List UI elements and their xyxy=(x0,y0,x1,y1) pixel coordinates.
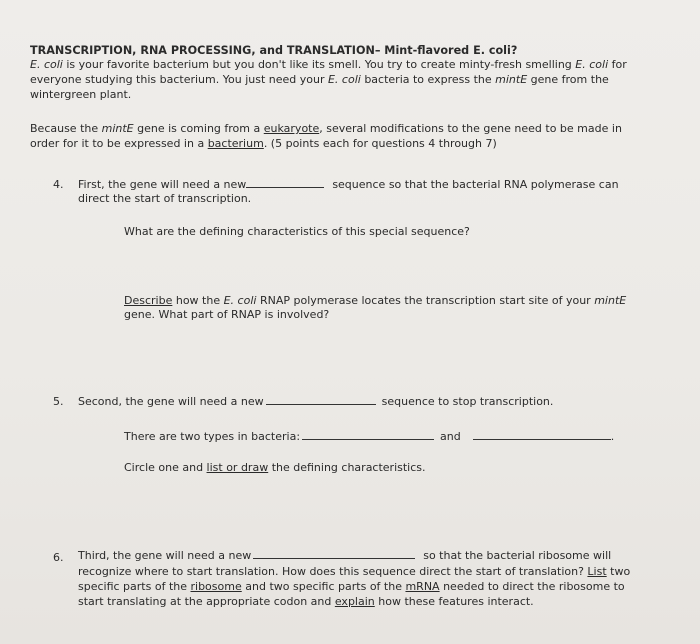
q4-line-1: First, the gene will need a new sequence so that the bacterial RNA polymerase can xyxy=(78,178,619,191)
q5-blank[interactable] xyxy=(266,395,376,405)
q4-sub-question-2-line-1: Describe how the E. coli RNAP polymerase locates the transcription start site of your mintE xyxy=(124,294,627,307)
q4-sub-question-2-line-2: gene. What part of RNAP is involved? xyxy=(124,308,330,321)
q6-blank[interactable] xyxy=(253,549,415,559)
q6-line-2: recognize where to start translation. How does this sequence direct the start of translation? List two xyxy=(78,565,631,578)
q5-circle-line: Circle one and list or draw the defining characteristics. xyxy=(124,461,426,474)
intro-line-1: E. coli is your favorite bacterium but you don't like its smell. You try to create minty-fresh smelling E. coli for xyxy=(30,58,627,71)
q6-line-3: specific parts of the ribosome and two specific parts of the mRNA needed to direct the ribosome to xyxy=(78,580,625,593)
q5-type-2-blank[interactable] xyxy=(473,430,611,440)
q4-blank[interactable] xyxy=(246,178,324,188)
q4-number: 4. xyxy=(53,178,64,191)
page-title: TRANSCRIPTION, RNA PROCESSING, and TRANSLATION– Mint-flavored E. coli? xyxy=(30,44,518,57)
q4-line-2: direct the start of transcription. xyxy=(78,192,252,205)
because-line-2: order for it to be expressed in a bacterium. (5 points each for questions 4 through 7) xyxy=(30,137,497,150)
q5-line-1: Second, the gene will need a new sequence to stop transcription. xyxy=(78,395,554,408)
q5-number: 5. xyxy=(53,395,64,408)
because-line-1: Because the mintE gene is coming from a eukaryote, several modifications to the gene need to be made in xyxy=(30,122,622,135)
q5-type-1-blank[interactable] xyxy=(302,430,434,440)
intro-line-2: everyone studying this bacterium. You just need your E. coli bacteria to express the mintE gene from the xyxy=(30,73,609,86)
q5-types-line: There are two types in bacteria: and . xyxy=(124,430,615,443)
q6-number: 6. xyxy=(53,551,64,564)
intro-line-3: wintergreen plant. xyxy=(30,88,132,101)
q6-line-4: start translating at the appropriate codon and explain how these features interact. xyxy=(78,595,534,608)
q6-line-1: Third, the gene will need a new so that the bacterial ribosome will xyxy=(78,549,612,562)
q4-sub-question-1: What are the defining characteristics of this special sequence? xyxy=(124,225,470,238)
